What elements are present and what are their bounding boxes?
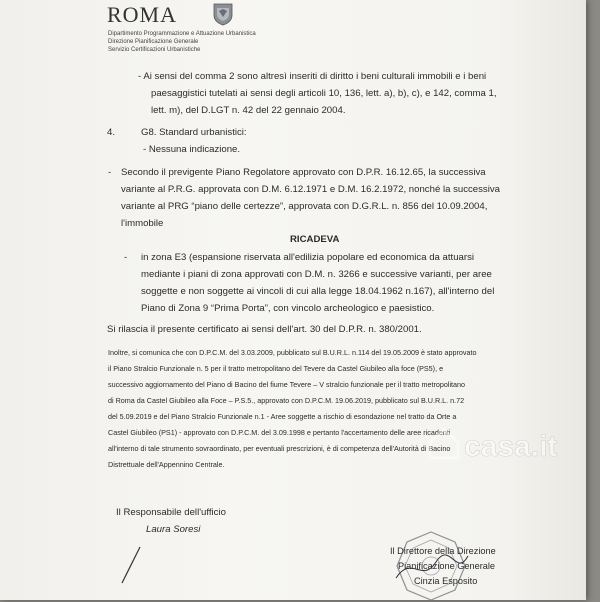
roma-crest-icon xyxy=(212,2,234,26)
department-block xyxy=(108,30,256,54)
g8-heading: G8. Standard urbanistici: xyxy=(141,127,247,138)
dept-line-3: Servizio Certificazioni Urbanistiche xyxy=(108,47,201,53)
previg-dash: - xyxy=(108,167,112,178)
left-signatory-name: Laura Soresi xyxy=(146,524,201,535)
right-signature-scribble xyxy=(392,548,472,588)
signature-stroke xyxy=(120,545,142,585)
inoltre-line-8: Distrettuale dell'Appennino Centrale. xyxy=(108,460,225,469)
previg-line-4: l'immobile xyxy=(121,218,164,229)
beni-line-2: paesaggistici tutelati ai sensi degli articoli 10, 136, lett. a), b), c), e 142, comma 1, xyxy=(151,88,497,99)
watermark-text: casa.it xyxy=(464,430,558,463)
roma-logo: ROMA xyxy=(107,2,178,27)
zona-line-4: Piano di Zona 9 “Prima Porta”, con vincolo archeologico e paesistico. xyxy=(141,303,435,314)
right-signatory-title-2: Pianificazione Generale xyxy=(398,561,496,571)
casa-it-watermark xyxy=(420,420,580,470)
previg-line-3: variante al PRG “piano delle certezze”, approvata con D.G.R.L. n. 856 del 10.09.2004, xyxy=(121,201,488,212)
zona-line-1: in zona E3 (espansione riservata all'edilizia popolare ed economica da attuarsi xyxy=(141,252,475,263)
inoltre-line-7: all'interno di tale strumento sovraordinato, per eventuali prescrizioni, è di competenza dell'Autorità di Bacino xyxy=(108,444,451,453)
right-signatory-name: Cinzia Esposito xyxy=(414,576,478,586)
rilascia-statement: Si rilascia il presente certificato ai sensi dell'art. 30 del D.P.R. n. 380/2001. xyxy=(107,324,422,335)
dept-line-2: Direzione Pianificazione Generale xyxy=(108,39,199,45)
dept-line-1: Dipartimento Programmazione e Attuazione Urbanistica xyxy=(108,31,256,37)
zona-line-3: soggette e non soggette ai vincoli di cui alla legge 18.04.1962 n.167), all'interno del xyxy=(141,286,495,297)
inoltre-line-3: successivo aggiornamento del Piano di Bacino del fiume Tevere – V stralcio funzionale per il tratto metropolitano xyxy=(108,380,466,389)
section-number: 4. xyxy=(107,127,116,138)
left-signatory-title: Il Responsabile dell'ufficio xyxy=(116,507,226,518)
inoltre-line-6: Castel Giubileo (PS1) - approvato con D.P.C.M. del 3.09.1998 e pertanto l'accertamento delle aree ricadenti xyxy=(108,428,451,437)
ricadeva-heading: RICADEVA xyxy=(290,234,340,245)
zona-dash: - xyxy=(124,252,128,263)
zona-line-2: mediante i piani di zona approvati con D.M. n. 3266 e successive varianti, per aree xyxy=(141,269,492,280)
inoltre-line-1: Inoltre, si comunica che con D.P.C.M. del 3.03.2009, pubblicato sul B.U.R.L. n.114 del 19.05.2009 è stato approvato xyxy=(108,348,477,357)
right-signatory-title-1: Il Direttore della Direzione xyxy=(390,546,496,556)
g8-subitem: - Nessuna indicazione. xyxy=(143,144,241,155)
beni-line-3: lett. m), del D.LGT n. 42 del 22 gennaio 2004. xyxy=(151,105,346,116)
previg-line-2: variante al P.R.G. approvata con D.M. 6.12.1971 e D.M. 16.2.1972, nonché la successiva xyxy=(121,184,500,195)
inoltre-line-2: il Piano Stralcio Funzionale n. 5 per il tratto metropolitano del Tevere da Castel Giubileo alla foce (PS5), e xyxy=(108,364,444,373)
previg-line-1: Secondo il previgente Piano Regolatore approvato con D.P.R. 16.12.65, la successiva xyxy=(121,167,486,178)
inoltre-line-5: del 5.09.2019 e del Piano Stralcio Funzionale n.1 - Aree soggette a rischio di esondazione nel tratto da Orte a xyxy=(108,412,457,421)
beni-line-1: - Ai sensi del comma 2 sono altresì inseriti di diritto i beni culturali immobili e i beni xyxy=(138,71,487,82)
inoltre-line-4: di Roma da Castel Giubileo alla Foce – P.S.5., approvato con D.P.C.M. 19.06.2019, pubblicato sul B.U.R.L. n.72 xyxy=(108,396,465,405)
